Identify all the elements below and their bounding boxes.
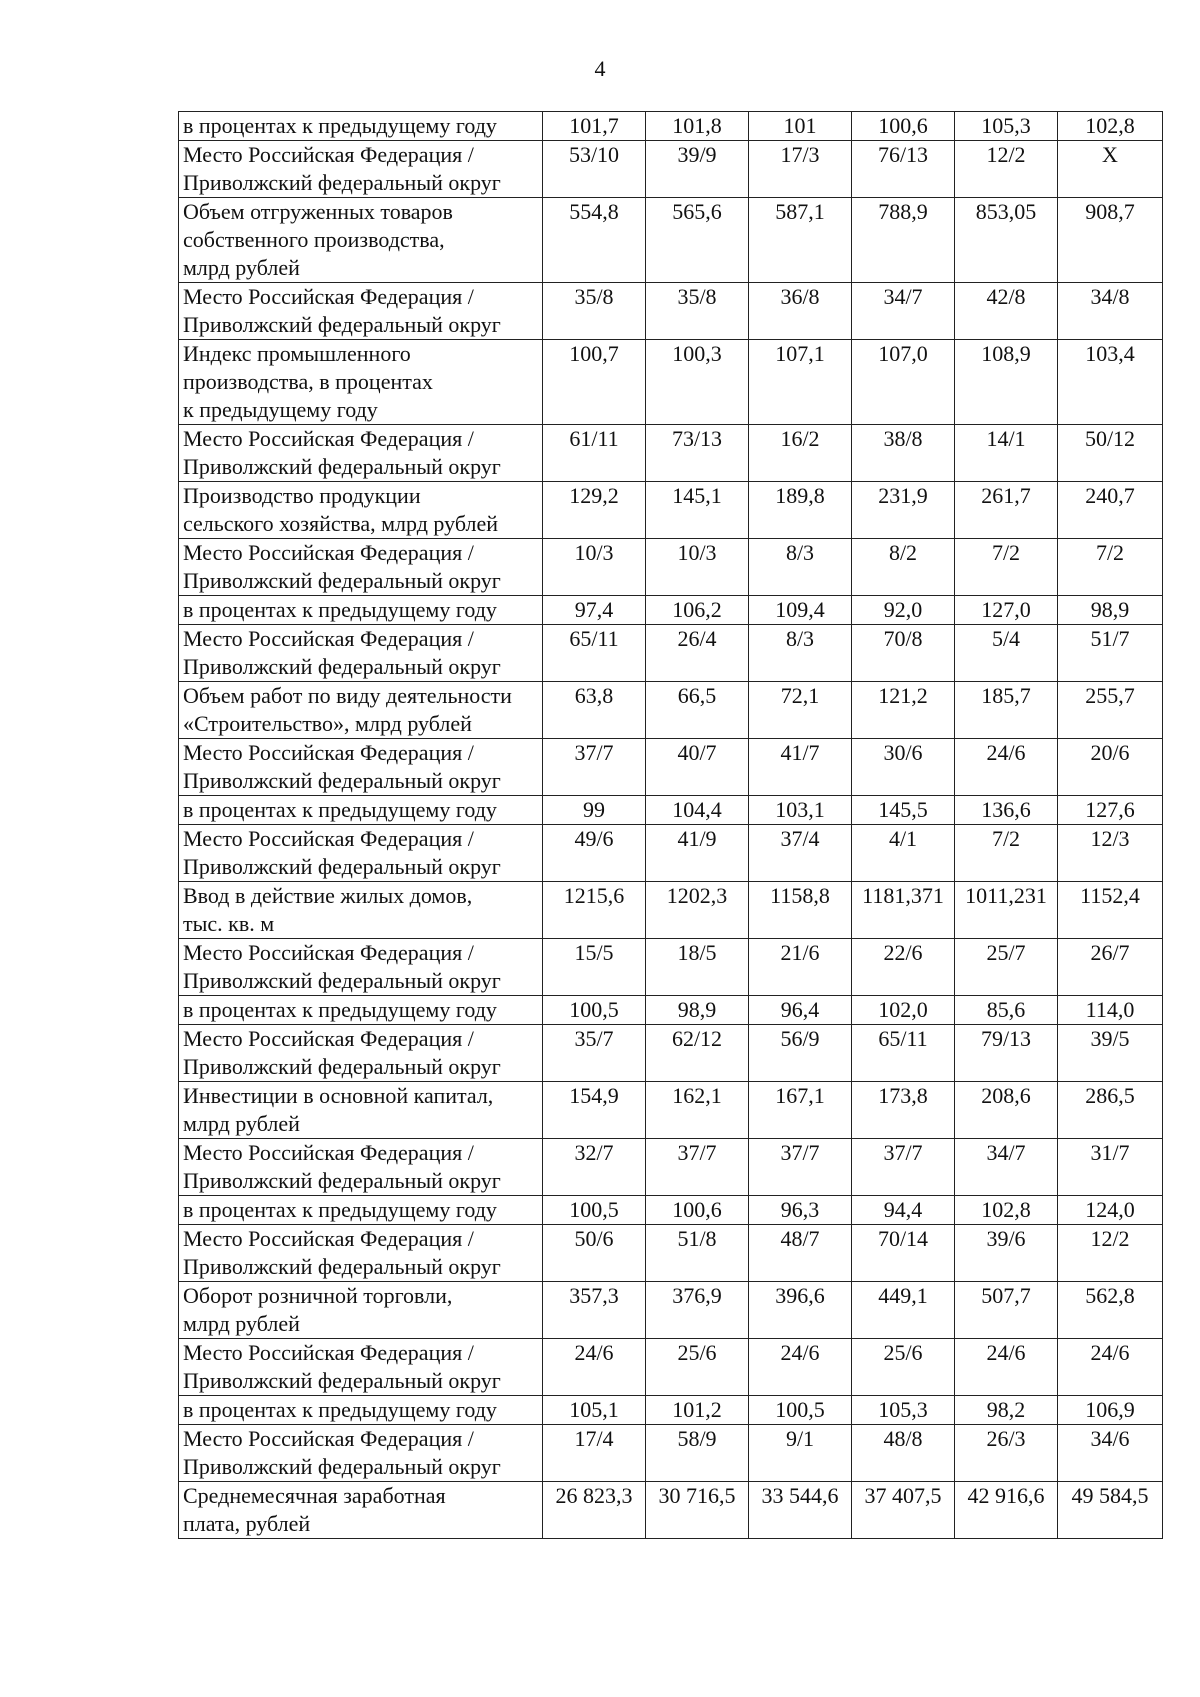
row-label: Объем отгруженных товаров собственного производства, млрд рублей [179,198,543,283]
table-cell: 101,2 [646,1396,749,1425]
table-row [179,825,1163,882]
table-cell: 189,8 [749,482,852,539]
table-cell: 98,9 [1058,596,1163,625]
table-cell: 9/1 [749,1425,852,1482]
row-label: Место Российская Федерация / Приволжский федеральный округ [179,1339,543,1396]
table-cell: 37 407,5 [852,1482,955,1539]
table-cell: 24/6 [1058,1339,1163,1396]
table-cell: 8/2 [852,539,955,596]
table-cell: 96,4 [749,996,852,1025]
table-cell: 587,1 [749,198,852,283]
table-cell: 15/5 [543,939,646,996]
table-row [179,625,1163,682]
table-cell: 12/2 [1058,1225,1163,1282]
table-cell: 42/8 [955,283,1058,340]
table-cell: 114,0 [1058,996,1163,1025]
table-row [179,340,1163,425]
row-label: Индекс промышленного производства, в процентах к предыдущему году [179,340,543,425]
table-cell: 14/1 [955,425,1058,482]
table-cell: 48/8 [852,1425,955,1482]
table-cell: 507,7 [955,1282,1058,1339]
table-cell: 5/4 [955,625,1058,682]
table-cell: 35/7 [543,1025,646,1082]
table-cell: 65/11 [543,625,646,682]
table-cell: 107,0 [852,340,955,425]
table-cell: 167,1 [749,1082,852,1139]
table-cell: 49 584,5 [1058,1482,1163,1539]
row-label: Место Российская Федерация / Приволжский федеральный округ [179,825,543,882]
table-cell: 261,7 [955,482,1058,539]
table-cell: 12/2 [955,141,1058,198]
table-row [179,682,1163,739]
table-cell: 39/9 [646,141,749,198]
table-cell: 231,9 [852,482,955,539]
table-cell: 105,3 [955,112,1058,141]
table-cell: 106,2 [646,596,749,625]
table-cell: 185,7 [955,682,1058,739]
row-label: в процентах к предыдущему году [179,1396,543,1425]
table-row [179,539,1163,596]
table-row [179,482,1163,539]
table-cell: 73/13 [646,425,749,482]
table-cell: 42 916,6 [955,1482,1058,1539]
table-cell: 40/7 [646,739,749,796]
table-cell: 4/1 [852,825,955,882]
table-cell: 10/3 [543,539,646,596]
table-cell: 1158,8 [749,882,852,939]
table-cell: 32/7 [543,1139,646,1196]
table-cell: 62/12 [646,1025,749,1082]
table-row [179,882,1163,939]
table-cell: 1202,3 [646,882,749,939]
table-row [179,1196,1163,1225]
table-cell: 908,7 [1058,198,1163,283]
table-cell: 24/6 [543,1339,646,1396]
row-label: Место Российская Федерация / Приволжский федеральный округ [179,1425,543,1482]
table-cell: 102,8 [955,1196,1058,1225]
table-cell: 35/8 [543,283,646,340]
row-label: Ввод в действие жилых домов, тыс. кв. м [179,882,543,939]
row-label: Место Российская Федерация / Приволжский федеральный округ [179,1225,543,1282]
row-label: Место Российская Федерация / Приволжский федеральный округ [179,539,543,596]
table-cell: 58/9 [646,1425,749,1482]
table-cell: 106,9 [1058,1396,1163,1425]
row-label: Место Российская Федерация / Приволжский федеральный округ [179,1139,543,1196]
row-label: Место Российская Федерация / Приволжский федеральный округ [179,425,543,482]
table-cell: 562,8 [1058,1282,1163,1339]
table-cell: 10/3 [646,539,749,596]
table-cell: 70/14 [852,1225,955,1282]
table-cell: 109,4 [749,596,852,625]
table-row [179,1082,1163,1139]
table-row [179,1425,1163,1482]
indicators-table [178,111,1163,1539]
table-cell: 26/4 [646,625,749,682]
row-label: Оборот розничной торговли, млрд рублей [179,1282,543,1339]
table-cell: 121,2 [852,682,955,739]
table-cell: 255,7 [1058,682,1163,739]
table-row [179,1482,1163,1539]
table-cell: 104,4 [646,796,749,825]
row-label: в процентах к предыдущему году [179,596,543,625]
table-cell: 36/8 [749,283,852,340]
table-cell: 127,6 [1058,796,1163,825]
table-cell: 48/7 [749,1225,852,1282]
table-cell: 565,6 [646,198,749,283]
table-cell: 208,6 [955,1082,1058,1139]
table-cell: 41/9 [646,825,749,882]
table-cell: 100,5 [543,1196,646,1225]
table-cell: 50/6 [543,1225,646,1282]
row-label: Место Российская Федерация / Приволжский федеральный округ [179,1025,543,1082]
table-cell: 37/7 [646,1139,749,1196]
row-label: Среднемесячная заработная плата, рублей [179,1482,543,1539]
table-cell: 72,1 [749,682,852,739]
table-row [179,1139,1163,1196]
table-cell: 127,0 [955,596,1058,625]
table-cell: 788,9 [852,198,955,283]
table-cell: 100,6 [852,112,955,141]
table-cell: 103,4 [1058,340,1163,425]
table-cell: 1181,371 [852,882,955,939]
table-cell: 26/7 [1058,939,1163,996]
table-cell: 103,1 [749,796,852,825]
table-cell: 102,8 [1058,112,1163,141]
table-row [179,1225,1163,1282]
table-cell: 102,0 [852,996,955,1025]
table-cell: 94,4 [852,1196,955,1225]
table-cell: 1215,6 [543,882,646,939]
table-cell: 25/7 [955,939,1058,996]
table-cell: 449,1 [852,1282,955,1339]
table-cell: 70/8 [852,625,955,682]
row-label: Место Российская Федерация / Приволжский федеральный округ [179,283,543,340]
table-cell: 357,3 [543,1282,646,1339]
table-row [179,996,1163,1025]
table-cell: 100,5 [749,1396,852,1425]
table-cell: 53/10 [543,141,646,198]
table-cell: 162,1 [646,1082,749,1139]
table-cell: 51/7 [1058,625,1163,682]
table-cell: 39/5 [1058,1025,1163,1082]
table-cell: 7/2 [955,825,1058,882]
table-cell: 105,1 [543,1396,646,1425]
table-row [179,198,1163,283]
table-cell: 63,8 [543,682,646,739]
table-cell: 56/9 [749,1025,852,1082]
table-cell: 41/7 [749,739,852,796]
table-cell: 37/7 [852,1139,955,1196]
table-cell: 85,6 [955,996,1058,1025]
table-cell: 31/7 [1058,1139,1163,1196]
row-label: Инвестиции в основной капитал, млрд рублей [179,1082,543,1139]
table-cell: 24/6 [955,739,1058,796]
row-label: в процентах к предыдущему году [179,796,543,825]
table-row [179,796,1163,825]
table-cell: 101 [749,112,852,141]
table-cell: 22/6 [852,939,955,996]
table-cell: 49/6 [543,825,646,882]
table-cell: 101,8 [646,112,749,141]
row-label: Место Российская Федерация / Приволжский федеральный округ [179,625,543,682]
table-cell: 105,3 [852,1396,955,1425]
table-cell: 61/11 [543,425,646,482]
table-cell: 376,9 [646,1282,749,1339]
table-cell: 97,4 [543,596,646,625]
row-label: Место Российская Федерация / Приволжский федеральный округ [179,141,543,198]
table-cell: 154,9 [543,1082,646,1139]
page-number: 4 [594,56,606,81]
table-cell: 240,7 [1058,482,1163,539]
table-cell: 25/6 [852,1339,955,1396]
table-cell: 99 [543,796,646,825]
table-cell: 35/8 [646,283,749,340]
table-cell: 21/6 [749,939,852,996]
table-cell: 100,3 [646,340,749,425]
table-row [179,939,1163,996]
table-body [179,112,1163,1539]
row-label: Место Российская Федерация / Приволжский федеральный округ [179,739,543,796]
table-cell: 8/3 [749,539,852,596]
table-cell: 30/6 [852,739,955,796]
table-cell: 20/6 [1058,739,1163,796]
table-cell: 173,8 [852,1082,955,1139]
table-cell: 30 716,5 [646,1482,749,1539]
table-cell: 12/3 [1058,825,1163,882]
row-label: в процентах к предыдущему году [179,112,543,141]
table-row [179,112,1163,141]
table-cell: 34/6 [1058,1425,1163,1482]
table-cell: 24/6 [749,1339,852,1396]
table-cell: 1011,231 [955,882,1058,939]
table-cell: 8/3 [749,625,852,682]
row-label: в процентах к предыдущему году [179,1196,543,1225]
table-cell: 26 823,3 [543,1482,646,1539]
table-cell: 7/2 [955,539,1058,596]
table-cell: 34/7 [955,1139,1058,1196]
table-cell: 37/7 [543,739,646,796]
table-cell: 107,1 [749,340,852,425]
table-cell: 145,1 [646,482,749,539]
table-cell: 101,7 [543,112,646,141]
table-row [179,141,1163,198]
table-cell: 286,5 [1058,1082,1163,1139]
table-cell: 7/2 [1058,539,1163,596]
table-cell: 50/12 [1058,425,1163,482]
table-cell: 33 544,6 [749,1482,852,1539]
row-label: Производство продукции сельского хозяйства, млрд рублей [179,482,543,539]
table-cell: 37/4 [749,825,852,882]
table-cell: 100,5 [543,996,646,1025]
table-cell: 96,3 [749,1196,852,1225]
table-cell: 98,2 [955,1396,1058,1425]
table-cell: 76/13 [852,141,955,198]
table-cell: 136,6 [955,796,1058,825]
table-cell: 18/5 [646,939,749,996]
table-cell: 98,9 [646,996,749,1025]
table-row [179,283,1163,340]
table-cell: 92,0 [852,596,955,625]
table-row [179,1282,1163,1339]
table-cell: 17/4 [543,1425,646,1482]
table-cell: 17/3 [749,141,852,198]
table-cell: 37/7 [749,1139,852,1196]
table-cell: 100,6 [646,1196,749,1225]
table-row [179,596,1163,625]
row-label: Объем работ по виду деятельности «Строительство», млрд рублей [179,682,543,739]
table-cell: 34/7 [852,283,955,340]
table-cell: 853,05 [955,198,1058,283]
table-cell: 66,5 [646,682,749,739]
row-label: Место Российская Федерация / Приволжский федеральный округ [179,939,543,996]
table-cell: 25/6 [646,1339,749,1396]
table-cell: 34/8 [1058,283,1163,340]
table-cell: 51/8 [646,1225,749,1282]
table-cell: 39/6 [955,1225,1058,1282]
table-row [179,1025,1163,1082]
table-cell: 24/6 [955,1339,1058,1396]
table-row [179,1339,1163,1396]
table-cell: 26/3 [955,1425,1058,1482]
table-cell: 396,6 [749,1282,852,1339]
table-cell: 124,0 [1058,1196,1163,1225]
table-row [179,1396,1163,1425]
table-cell: 554,8 [543,198,646,283]
table-row [179,739,1163,796]
table-cell: 79/13 [955,1025,1058,1082]
table-cell: 38/8 [852,425,955,482]
table-cell: 108,9 [955,340,1058,425]
table-cell: X [1058,141,1163,198]
table-cell: 16/2 [749,425,852,482]
row-label: в процентах к предыдущему году [179,996,543,1025]
table-cell: 1152,4 [1058,882,1163,939]
table-row [179,425,1163,482]
table-cell: 100,7 [543,340,646,425]
table-cell: 65/11 [852,1025,955,1082]
table-cell: 145,5 [852,796,955,825]
table-cell: 129,2 [543,482,646,539]
